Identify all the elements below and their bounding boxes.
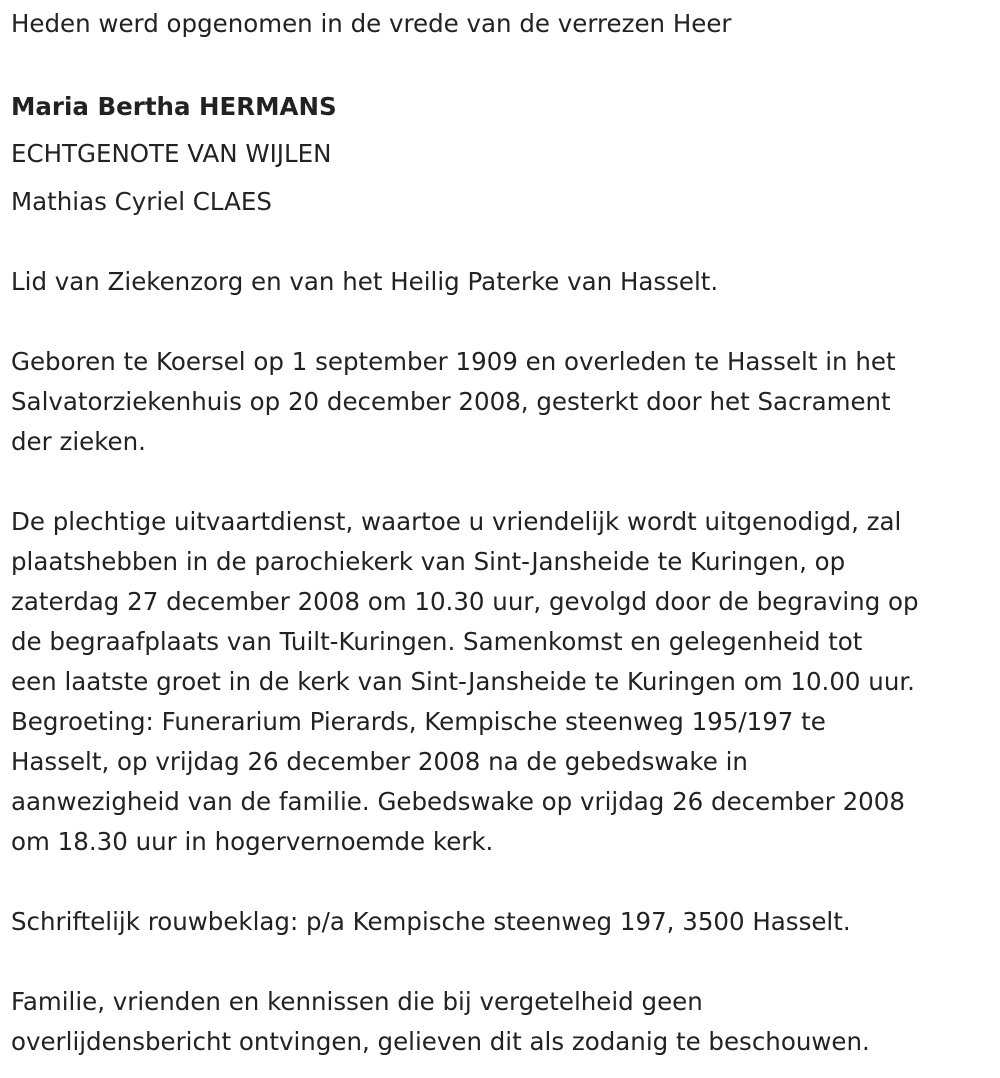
paragraph-line: der zieken.: [11, 427, 146, 456]
paragraph-line: zaterdag 27 december 2008 om 10.30 uur, gevolgd door de begraving op: [11, 587, 919, 616]
paragraph-line: aanwezigheid van de familie. Gebedswake op vrijdag 26 december 2008: [11, 787, 905, 816]
condolences-line: Schriftelijk rouwbeklag: p/a Kempische steenweg 197, 3500 Hasselt.: [11, 907, 851, 936]
membership-line: Lid van Ziekenzorg en van het Heilig Paterke van Hasselt.: [11, 267, 719, 296]
deceased-name: Maria Bertha HERMANS: [11, 92, 337, 121]
paragraph-line: een laatste groet in de kerk van Sint-Jansheide te Kuringen om 10.00 uur.: [11, 667, 915, 696]
intro-line: Heden werd opgenomen in de vrede van de verrezen Heer: [11, 9, 732, 38]
funeral-paragraph: [11, 502, 919, 862]
closing-paragraph: [11, 982, 870, 1062]
paragraph-line: Hasselt, op vrijdag 26 december 2008 na de gebedswake in: [11, 747, 748, 776]
relation-line: ECHTGENOTE VAN WIJLEN: [11, 139, 332, 168]
paragraph-line: Geboren te Koersel op 1 september 1909 en overleden te Hasselt in het: [11, 347, 896, 376]
spouse-name: Mathias Cyriel CLAES: [11, 187, 272, 216]
paragraph-line: de begraafplaats van Tuilt-Kuringen. Samenkomst en gelegenheid tot: [11, 627, 863, 656]
paragraph-line: Begroeting: Funerarium Pierards, Kempische steenweg 195/197 te: [11, 707, 826, 736]
paragraph-line: Familie, vrienden en kennissen die bij vergetelheid geen: [11, 987, 703, 1016]
birth-death-paragraph: [11, 342, 896, 462]
paragraph-line: Salvatorziekenhuis op 20 december 2008, gesterkt door het Sacrament: [11, 387, 891, 416]
paragraph-line: De plechtige uitvaartdienst, waartoe u vriendelijk wordt uitgenodigd, zal: [11, 507, 902, 536]
paragraph-line: om 18.30 uur in hogervernoemde kerk.: [11, 827, 494, 856]
paragraph-line: overlijdensbericht ontvingen, gelieven dit als zodanig te beschouwen.: [11, 1027, 870, 1056]
paragraph-line: plaatshebben in de parochiekerk van Sint-Jansheide te Kuringen, op: [11, 547, 846, 576]
